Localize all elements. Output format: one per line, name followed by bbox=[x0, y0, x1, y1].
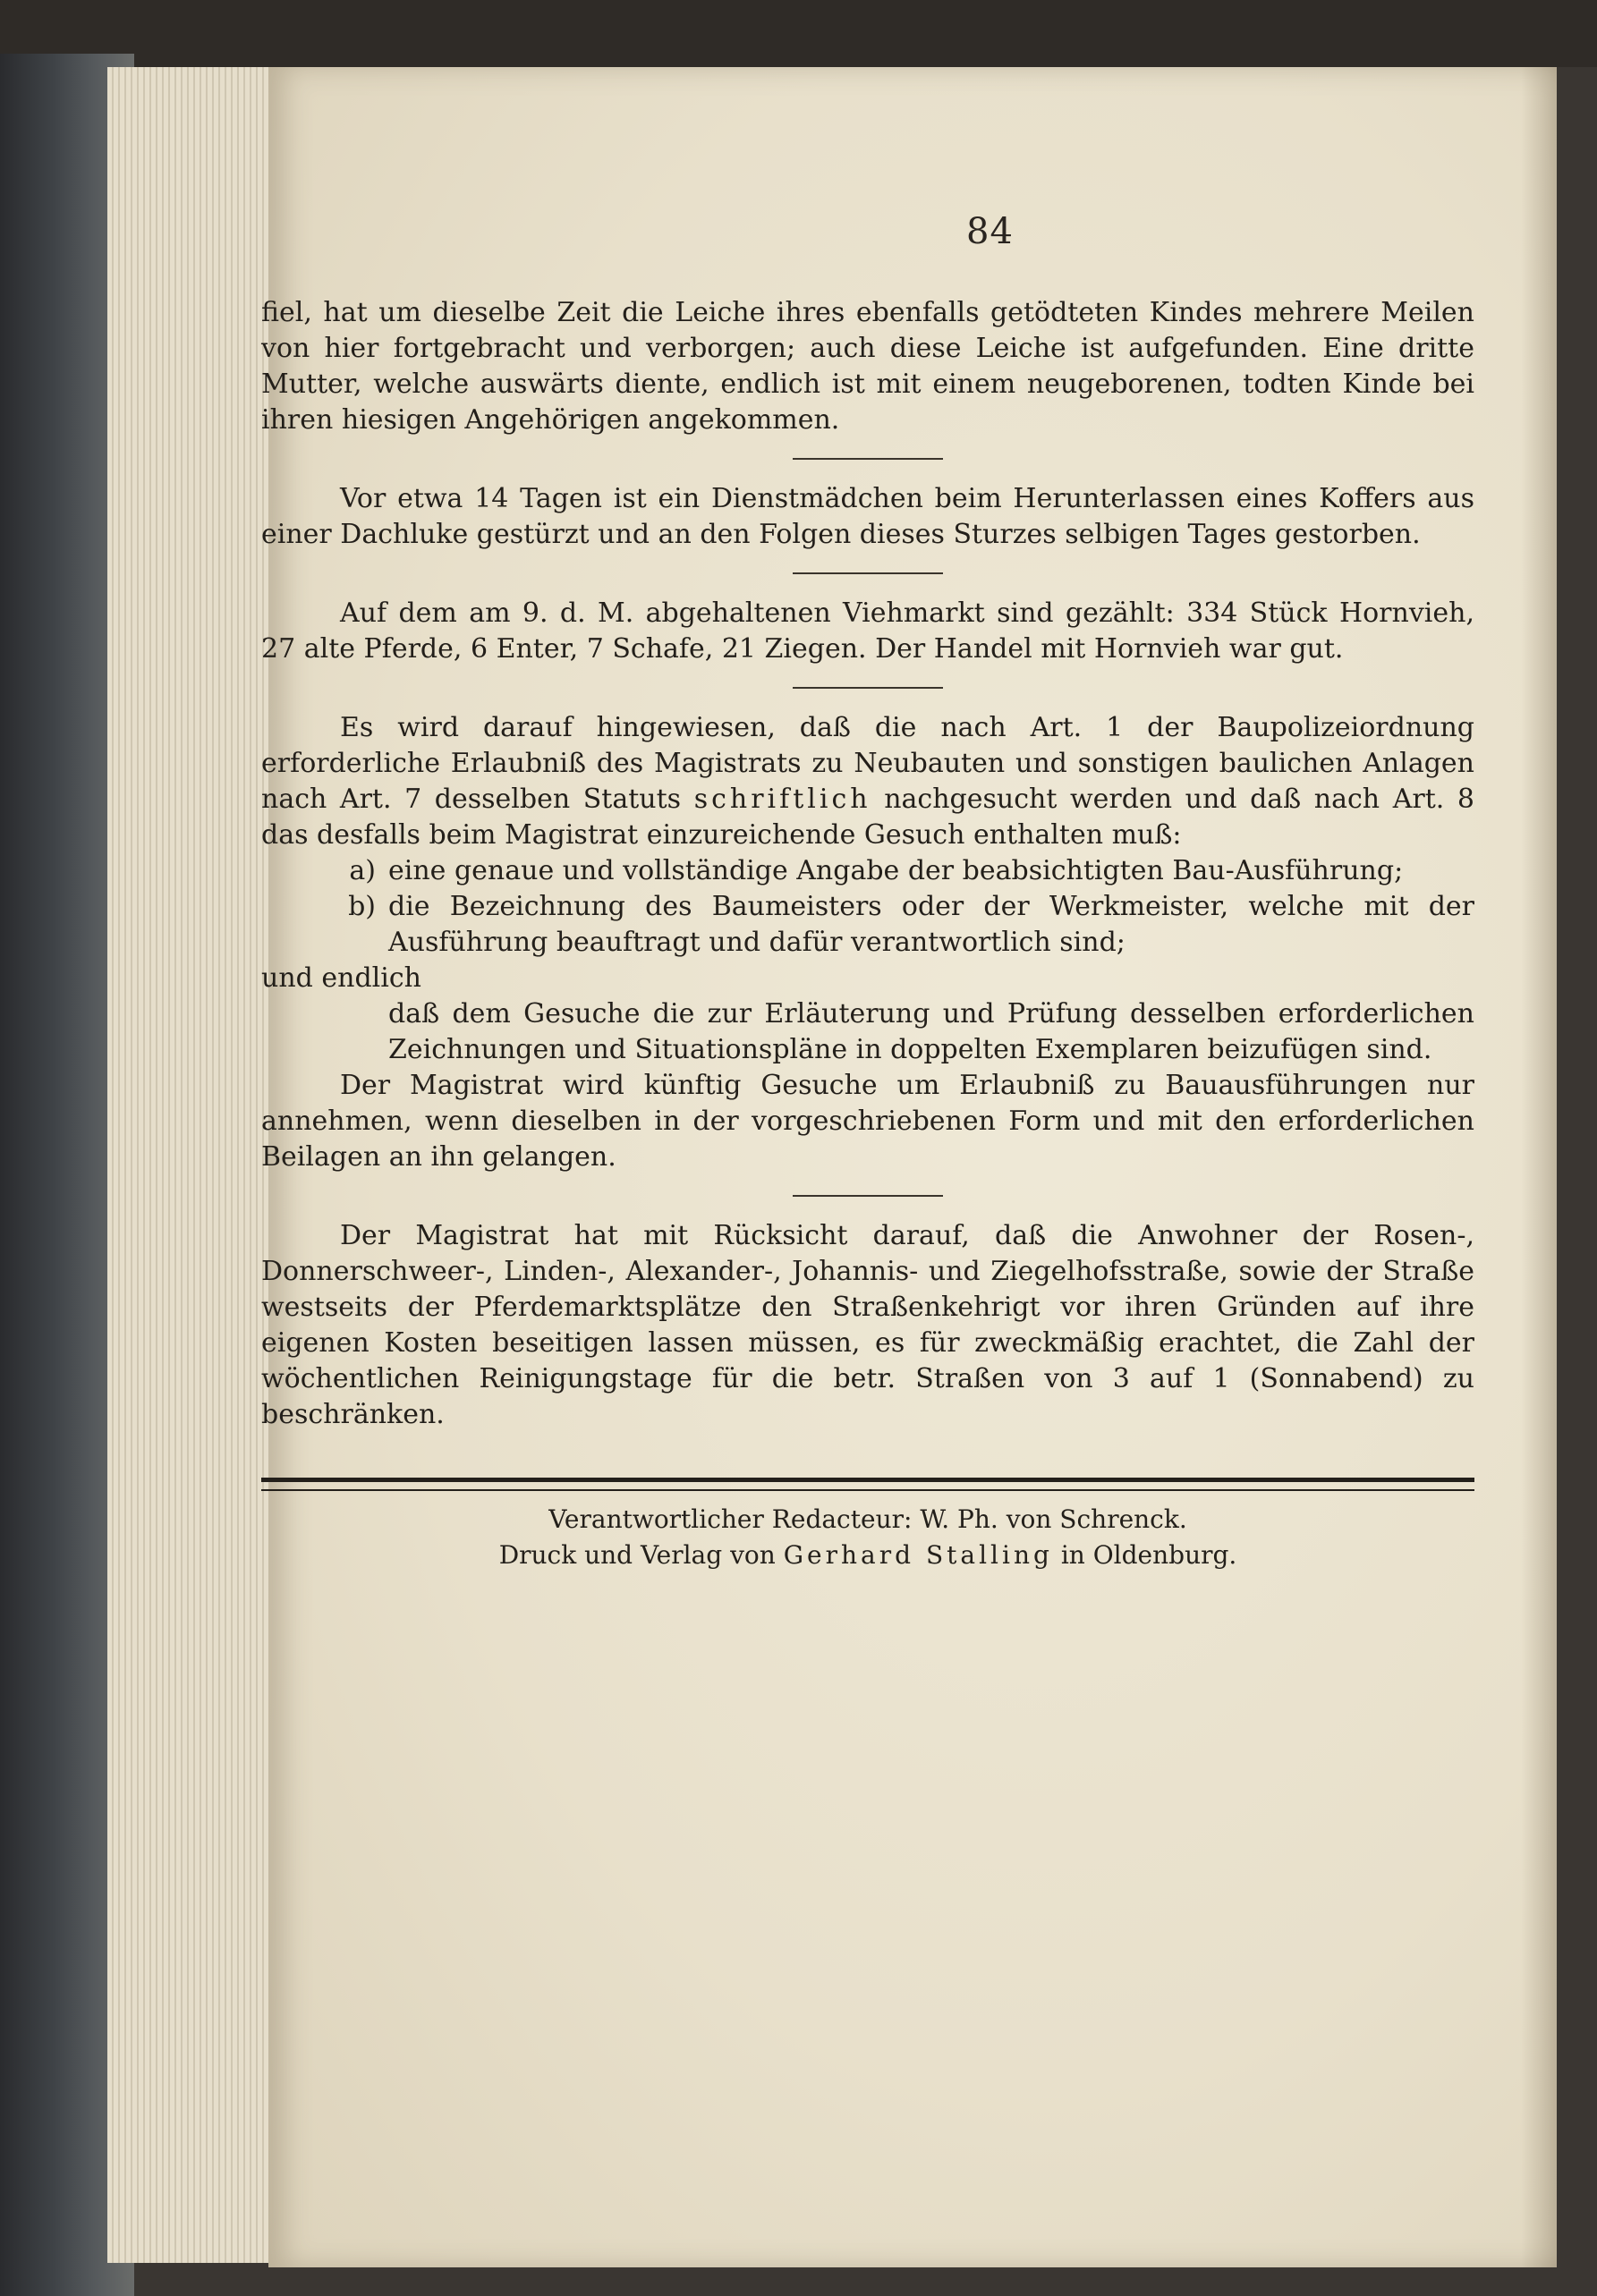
list-item-a bbox=[261, 853, 1474, 889]
intro-post: nachgesucht werden und daß nach Art. 8 das desfalls beim Magistrat einzureichende Gesuch enthalten muß: bbox=[261, 784, 1474, 851]
page-text bbox=[261, 295, 1474, 1573]
section-divider bbox=[793, 687, 943, 689]
book-cover-top bbox=[0, 0, 1597, 67]
page-number: 84 bbox=[966, 211, 1014, 252]
printer-pre: Druck und Verlag von bbox=[498, 1540, 776, 1570]
final-clause: daß dem Gesuche die zur Erläuterung und Prüfung desselben erforderlichen Zeichnungen und Situationspläne in doppelten Exemplaren beizufügen sind. bbox=[388, 998, 1474, 1065]
editor-label: Verantwortlicher Redacteur: bbox=[548, 1504, 913, 1534]
section-divider bbox=[793, 572, 943, 574]
list-marker: a) bbox=[349, 855, 376, 886]
paragraph-2: Vor etwa 14 Tagen ist ein Dienstmädchen beim Herunterlassen eines Koffers aus einer Dachluke gestürzt und an den Folgen dieses Sturzes selbigen Tages gestorben. bbox=[261, 483, 1474, 550]
paragraph-1: fiel, hat um dieselbe Zeit die Leiche ihres ebenfalls getödteten Kindes mehrere Meilen von hier fortgebracht und verborgen; auch diese Leiche ist aufgefunden. Eine dritte Mutter, welche auswärts diente, endlich ist mit einem neugeborenen, todten Kinde bei ihren hiesigen Angehörigen angekommen. bbox=[261, 297, 1474, 436]
closing-statement: Der Magistrat wird künftig Gesuche um Erlaubniß zu Bauausführungen nur annehmen, wenn dieselben in der vorgeschriebenen Form und mit den erforderlichen Beilagen an ihn gelangen. bbox=[261, 1070, 1474, 1173]
printer-name: Gerhard Stalling bbox=[783, 1540, 1053, 1570]
imprint bbox=[261, 1502, 1474, 1573]
section-divider bbox=[793, 458, 943, 460]
editor-name: W. Ph. von Schrenck. bbox=[920, 1504, 1187, 1534]
paragraph-5: Der Magistrat hat mit Rücksicht darauf, daß die Anwohner der Rosen-, Donnerschweer-, Linden-, Alexander-, Johannis- und Ziegelhofsstraße, sowie der Straße westseits der Pferdemarktsplätze den Straßenkehrigt vor ihren Gründen auf ihre eigenen Kosten beseitigen lassen müssen, es für zweckmäßig erachtet, die Zahl der wöchentlichen Reinigungstage für die betr. Straßen von 3 auf 1 (Sonnabend) zu beschränken. bbox=[261, 1220, 1474, 1430]
intro-pre: Es wird darauf hingewiesen, daß die nach Art. 1 der Baupolizeiordnung erforderliche Erlaubniß des Magistrats zu Neubauten und sonstigen baulichen Anlagen nach Art. 7 desselben Statuts bbox=[261, 712, 1474, 815]
footer-rule bbox=[261, 1478, 1474, 1491]
paragraph-4-intro bbox=[261, 710, 1474, 853]
page-shadow bbox=[1521, 67, 1557, 2267]
printer-line bbox=[261, 1538, 1474, 1573]
list-marker: b) bbox=[348, 891, 376, 922]
list-text: die Bezeichnung des Baumeisters oder der Werkmeister, welche mit der Ausführung beauftragt und dafür verantwortlich sind; bbox=[388, 891, 1474, 958]
printer-post: in Oldenburg. bbox=[1060, 1540, 1237, 1570]
emphasis-schriftlich: schriftlich bbox=[693, 784, 871, 815]
editor-line bbox=[261, 1502, 1474, 1538]
and-finally: und endlich bbox=[261, 962, 421, 994]
list-item-b bbox=[261, 889, 1474, 961]
paragraph-3: Auf dem am 9. d. M. abgehaltenen Viehmarkt sind gezählt: 334 Stück Hornvieh, 27 alte Pferde, 6 Enter, 7 Schafe, 21 Ziegen. Der Handel mit Hornvieh war gut. bbox=[261, 597, 1474, 665]
list-text: eine genaue und vollständige Angabe der beabsichtigten Bau-Ausführung; bbox=[388, 855, 1404, 886]
section-divider bbox=[793, 1195, 943, 1197]
